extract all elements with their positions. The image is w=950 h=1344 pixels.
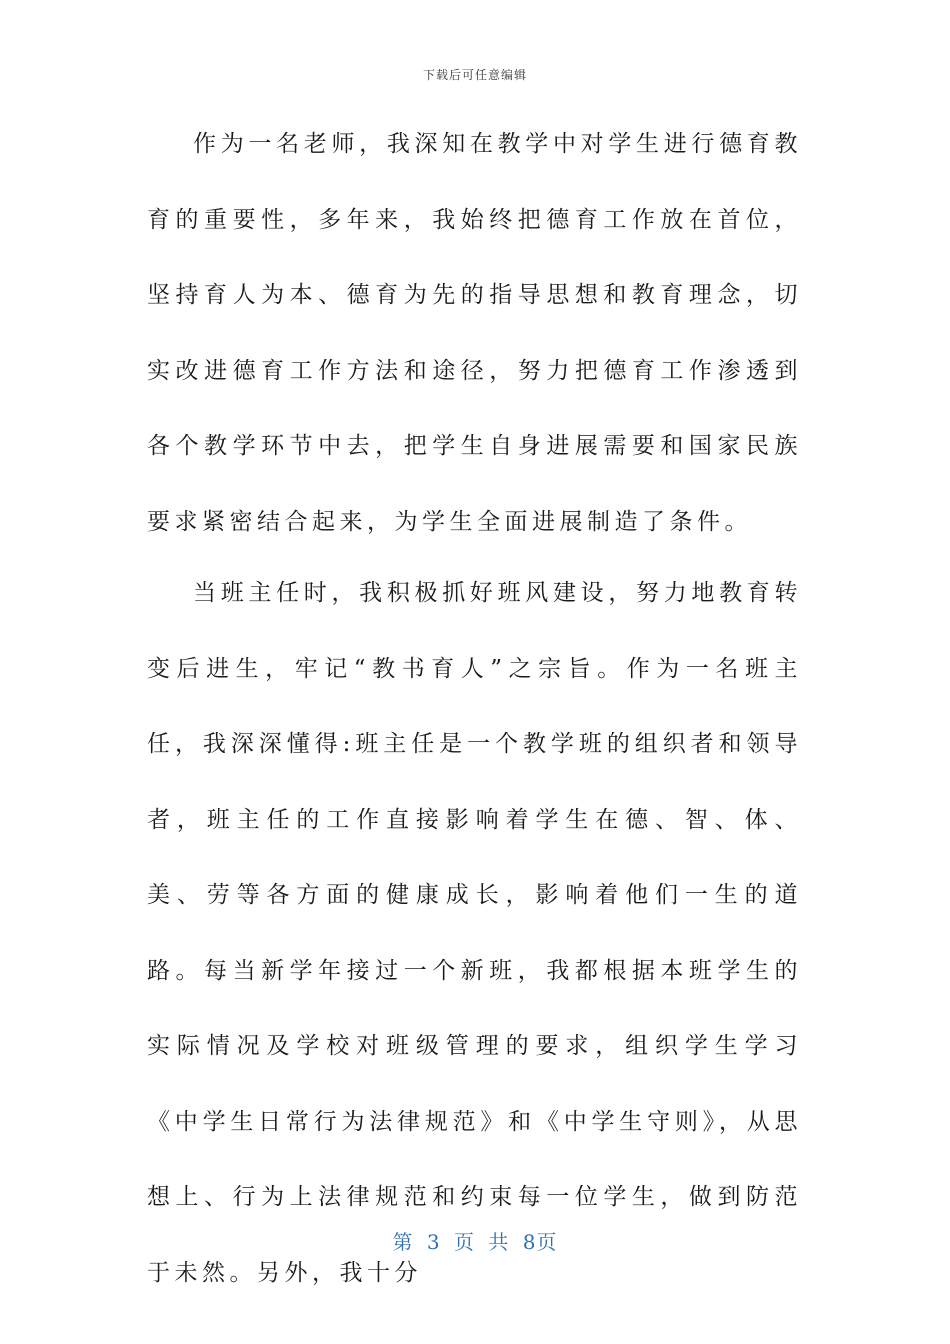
- page-header: [0, 66, 950, 83]
- paragraph-moral-education: 作为一名老师，我深知在教学中对学生进行德育教育的重要性，多年来，我始终把德育工作放在首位，坚持育人为本、德育为先的指导思想和教育理念，切实改进德育工作方法和途径，努力把德育工作渗透到各个教学环节中去，把学生自身进展需要和国家民族要求紧密结合起来，为学生全面进展制造了条件。: [147, 131, 802, 535]
- page-number: 第 3 页 共 8页: [392, 1230, 558, 1254]
- page-footer: [0, 1226, 950, 1255]
- download-note: 下载后可任意编辑: [422, 68, 527, 82]
- paragraph-class-teacher: 当班主任时，我积极抓好班风建设，努力地教育转变后进生，牢记“教书育人”之宗旨。作为一名班主任，我深深懂得:班主任是一个教学班的组织者和领导者，班主任的工作直接影响着学生在德、智、体、美、劳等各方面的健康成长，影响着他们一生的道路。每当新学年接过一个新班，我都根据本班学生的实际情况及学校对班级管理的要求，组织学生学习《中学生日常行为法律规范》和《中学生守则》，从思想上、行为上法律规范和约束每一位学生，做到防范于未然。另外，我十分: [147, 580, 802, 1286]
